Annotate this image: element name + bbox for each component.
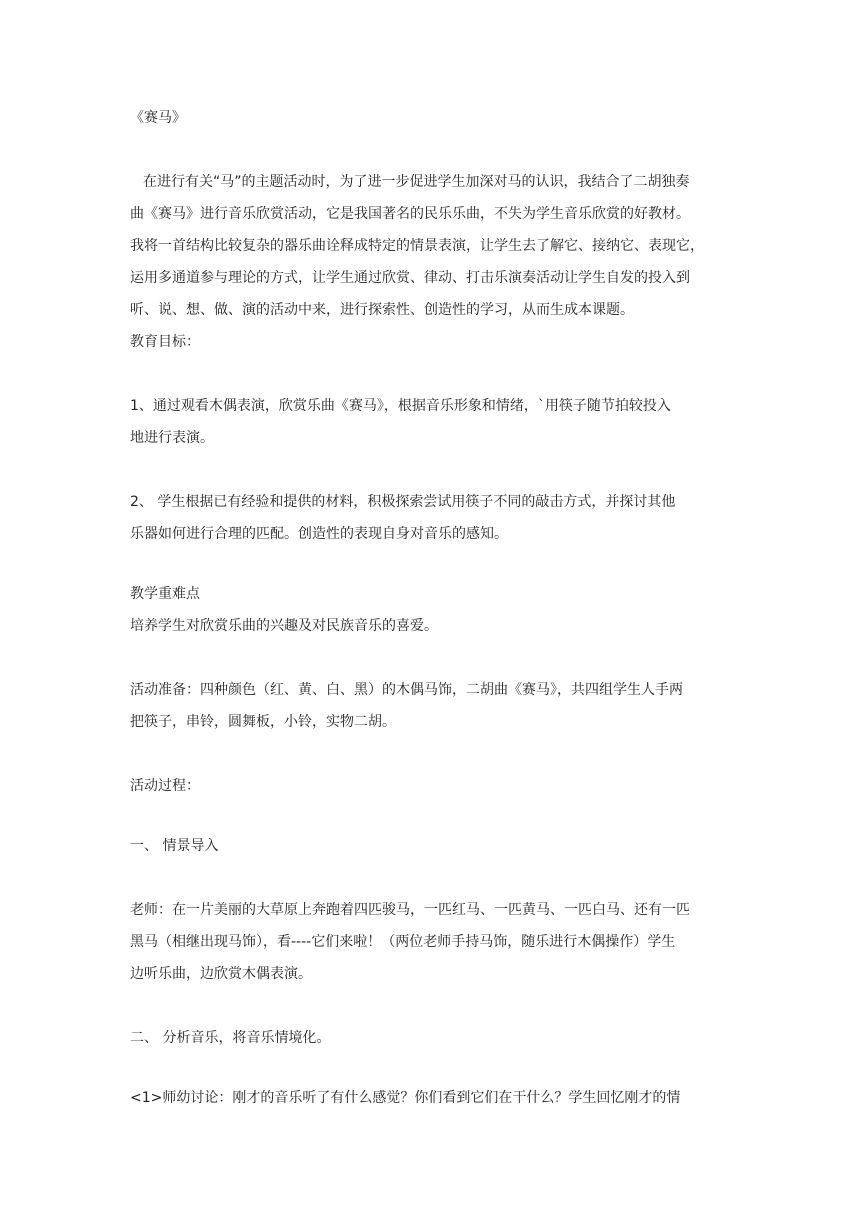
- step1-heading: 一、 情景导入: [130, 838, 219, 854]
- doc-title: 《赛马》: [130, 110, 186, 126]
- intro-line-2: 曲《赛马》进行音乐欣赏活动，它是我国著名的民乐乐曲，不失为学生音乐欣赏的好教材。: [130, 206, 690, 222]
- teacher-line-1: 老师：在一片美丽的大草原上奔跑着四匹骏马，一匹红马、一匹黄马、一匹白马、还有一匹: [130, 902, 690, 918]
- teacher-line-3: 边听乐曲，边欣赏木偶表演。: [130, 966, 312, 982]
- goal1-line-2: 地进行表演。: [130, 430, 214, 446]
- intro-line-4: 运用多通道参与理论的方式，让学生通过欣赏、律动、打击乐演奏活动让学生自发的投入到: [130, 270, 690, 286]
- intro-line-1: 在进行有关“马”的主题活动时，为了进一步促进学生加深对马的认识，我结合了二胡独奏: [143, 174, 690, 190]
- goal2-line-2: 乐器如何进行合理的匹配。创造性的表现自身对音乐的感知。: [130, 526, 508, 542]
- process-heading: 活动过程：: [130, 778, 200, 794]
- intro-line-5: 听、说、想、做、演的活动中来，进行探索性、创造性的学习，从而生成本课题。: [130, 302, 634, 318]
- teacher-line-2: 黑马（相继出现马饰），看----它们来啦！（两位老师手持马饰，随乐进行木偶操作）学生: [130, 934, 676, 950]
- key-text: 培养学生对欣赏乐曲的兴趣及对民族音乐的喜爱。: [130, 618, 438, 634]
- goals-heading: 教育目标：: [130, 334, 200, 350]
- goal2-line-1: 2、 学生根据已有经验和提供的材料，积极探索尝试用筷子不同的敲击方式，并探讨其他: [130, 494, 676, 510]
- step2-heading: 二、 分析音乐，将音乐情境化。: [130, 1030, 331, 1046]
- key-heading: 教学重难点: [130, 586, 200, 602]
- goal1-line-1: 1、通过观看木偶表演，欣赏乐曲《赛马》，根据音乐形象和情绪，`用筷子随节拍较投入: [130, 398, 671, 414]
- prep-line-2: 把筷子，串铃，圆舞板，小铃，实物二胡。: [130, 714, 396, 730]
- prep-line-1: 活动准备：四种颜色（红、黄、白、黑）的木偶马饰，二胡曲《赛马》，共四组学生人手两: [130, 682, 683, 698]
- discussion-line: <1>师幼讨论：刚才的音乐听了有什么感觉？你们看到它们在干什么？学生回忆刚才的情: [130, 1090, 681, 1106]
- intro-line-3: 我将一首结构比较复杂的器乐曲诠释成特定的情景表演，让学生去了解它、接纳它、表现它，: [130, 238, 704, 254]
